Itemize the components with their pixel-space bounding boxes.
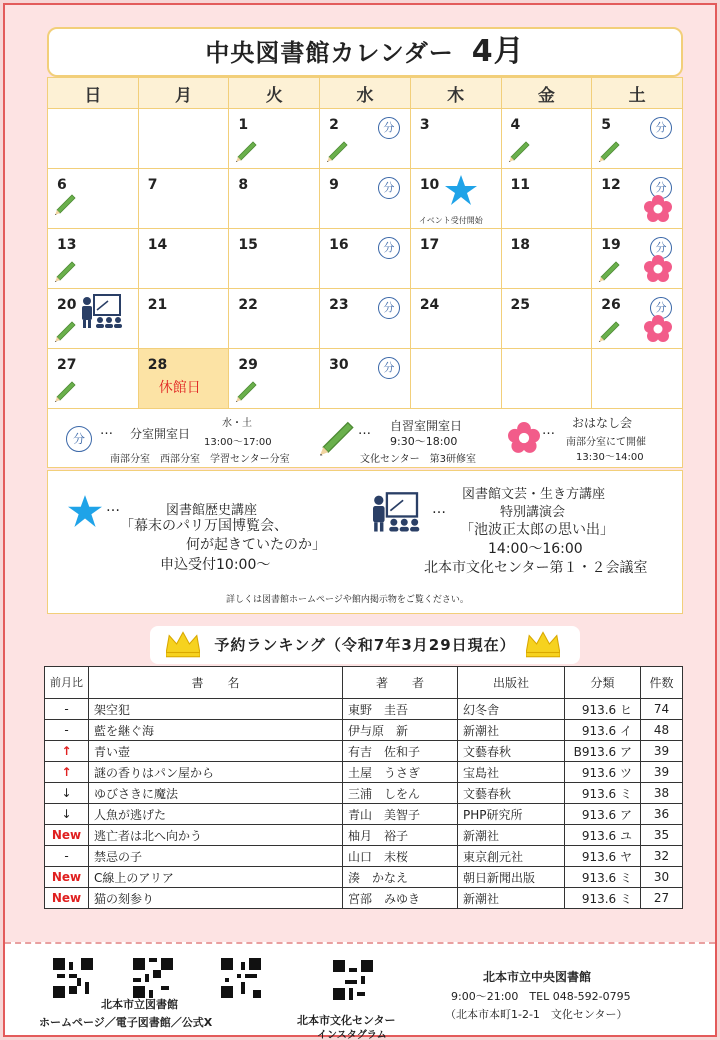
day-number: 26 bbox=[601, 297, 621, 313]
day-number: 20 bbox=[57, 297, 77, 313]
pencil-icon bbox=[55, 261, 77, 283]
prev-mark: New bbox=[45, 825, 89, 846]
book-class: 913.6 ミ bbox=[565, 888, 641, 909]
day-number: 16 bbox=[329, 237, 349, 253]
prev-mark: - bbox=[45, 720, 89, 741]
day-cell bbox=[592, 109, 683, 169]
legend-story-title: おはなし会 bbox=[572, 416, 633, 430]
book-publisher: 新潮社 bbox=[458, 888, 565, 909]
book-class: B913.6 ア bbox=[565, 741, 641, 762]
book-count: 35 bbox=[641, 825, 683, 846]
day-number: 7 bbox=[147, 177, 158, 193]
pencil-icon bbox=[55, 321, 77, 343]
book-count: 38 bbox=[641, 783, 683, 804]
legend-branch-title: 分室開室日 bbox=[130, 427, 191, 441]
day-cell-closed bbox=[138, 349, 229, 409]
day-number: 1 bbox=[238, 117, 249, 133]
ranking-title-text: 予約ランキング（令和7年3月29日現在） bbox=[214, 636, 516, 654]
book-class: 913.6 ヒ bbox=[565, 699, 641, 720]
book-author: 湊 かなえ bbox=[343, 867, 458, 888]
table-row bbox=[45, 825, 683, 846]
branch-open-icon: 分 bbox=[378, 117, 400, 139]
day-cell bbox=[320, 109, 411, 169]
book-count: 39 bbox=[641, 741, 683, 762]
day-number: 28 bbox=[147, 357, 168, 373]
book-count: 48 bbox=[641, 720, 683, 741]
pencil-icon bbox=[599, 321, 621, 343]
day-number: 21 bbox=[147, 297, 168, 313]
day-cell-empty bbox=[48, 109, 139, 169]
book-publisher: 宝島社 bbox=[458, 762, 565, 783]
day-number: 12 bbox=[601, 177, 621, 193]
day-cell-empty bbox=[592, 349, 683, 409]
day-cell bbox=[501, 229, 592, 289]
pencil-icon bbox=[509, 141, 531, 163]
day-number: 10 bbox=[419, 177, 440, 193]
book-title: 猫の刻参り bbox=[89, 888, 343, 909]
branch-open-icon: 分 bbox=[378, 237, 400, 259]
qr-code-e-library[interactable] bbox=[133, 958, 173, 998]
lecture-icon bbox=[78, 293, 124, 331]
day-cell bbox=[229, 169, 320, 229]
legend-study-hours: 9:30～18:00 bbox=[390, 435, 458, 448]
book-title: C線上のアリア bbox=[89, 867, 343, 888]
book-publisher: 新潮社 bbox=[458, 720, 565, 741]
flower-icon bbox=[644, 315, 672, 343]
book-count: 32 bbox=[641, 846, 683, 867]
day-cell bbox=[320, 349, 411, 409]
book-count: 74 bbox=[641, 699, 683, 720]
lecture-sub: 特別講演会 bbox=[500, 505, 566, 520]
crown-icon bbox=[526, 630, 560, 658]
day-cell bbox=[320, 229, 411, 289]
weekday-mon: 月 bbox=[138, 78, 229, 109]
lecture-icon bbox=[368, 491, 422, 535]
day-cell bbox=[592, 289, 683, 349]
legend-dots: … bbox=[542, 423, 555, 438]
weekday-fri: 金 bbox=[501, 78, 592, 109]
day-number: 18 bbox=[510, 237, 530, 253]
pencil-icon bbox=[55, 194, 77, 216]
day-number: 17 bbox=[419, 237, 440, 253]
day-cell bbox=[410, 289, 501, 349]
hours-tel: 9:00～21:00 TEL 048-592-0795 bbox=[451, 990, 631, 1003]
book-author: 東野 圭吾 bbox=[343, 699, 458, 720]
legend-study-place: 文化センター 第3研修室 bbox=[360, 454, 476, 465]
prev-mark: ↑ bbox=[45, 741, 89, 762]
day-cell bbox=[138, 289, 229, 349]
pencil-icon bbox=[327, 141, 349, 163]
prev-mark: ↓ bbox=[45, 804, 89, 825]
table-row bbox=[45, 888, 683, 909]
day-cell bbox=[410, 169, 501, 229]
col-author: 著 者 bbox=[343, 667, 458, 699]
book-author: 土屋 うさぎ bbox=[343, 762, 458, 783]
ranking-table bbox=[44, 666, 683, 909]
lecture-time: 14:00～16:00 bbox=[488, 541, 583, 557]
book-class: 913.6 ミ bbox=[565, 867, 641, 888]
book-class: 913.6 ユ bbox=[565, 825, 641, 846]
day-cell bbox=[229, 349, 320, 409]
qr-code-homepage[interactable] bbox=[53, 958, 93, 998]
flower-icon bbox=[644, 255, 672, 283]
ranking-title bbox=[150, 626, 580, 664]
weekday-tue: 火 bbox=[229, 78, 320, 109]
day-number: 3 bbox=[419, 117, 430, 133]
day-number: 9 bbox=[329, 177, 339, 193]
calendar-month: 4月 bbox=[471, 34, 525, 69]
branch-open-icon: 分 bbox=[650, 177, 672, 199]
lecture-place: 北本市文化センター第１・２会議室 bbox=[424, 560, 648, 576]
day-number: 14 bbox=[147, 237, 168, 253]
book-title: 架空犯 bbox=[89, 699, 343, 720]
book-author: 三浦 しをん bbox=[343, 783, 458, 804]
qr-label-links: ホームページ／電子図書館／公式X bbox=[39, 1016, 213, 1029]
day-number: 11 bbox=[510, 177, 530, 193]
book-publisher: 東京創元社 bbox=[458, 846, 565, 867]
day-number: 24 bbox=[419, 297, 440, 313]
day-cell bbox=[48, 349, 139, 409]
day-number: 6 bbox=[57, 177, 67, 193]
day-cell bbox=[229, 109, 320, 169]
day-cell bbox=[501, 169, 592, 229]
qr-label-instagram: インスタグラム bbox=[317, 1030, 387, 1040]
table-row bbox=[45, 762, 683, 783]
qr-label-culture-center: 北本市文化センター bbox=[297, 1014, 396, 1027]
prev-mark: ↓ bbox=[45, 783, 89, 804]
branch-open-icon: 分 bbox=[66, 426, 92, 452]
day-cell bbox=[320, 289, 411, 349]
book-count: 36 bbox=[641, 804, 683, 825]
history-line2: 何が起きていたのか」 bbox=[186, 537, 326, 553]
prev-mark: New bbox=[45, 867, 89, 888]
prev-mark: ↑ bbox=[45, 762, 89, 783]
weekday-sun: 日 bbox=[48, 78, 139, 109]
day-cell bbox=[592, 229, 683, 289]
col-class: 分類 bbox=[565, 667, 641, 699]
day-cell bbox=[501, 109, 592, 169]
table-row bbox=[45, 699, 683, 720]
table-row bbox=[45, 720, 683, 741]
pencil-icon bbox=[55, 381, 77, 403]
legend-story-hours: 13:30～14:00 bbox=[576, 452, 644, 463]
branch-open-icon: 分 bbox=[650, 117, 672, 139]
book-class: 913.6 ヤ bbox=[565, 846, 641, 867]
book-title: ゆびさきに魔法 bbox=[89, 783, 343, 804]
day-cell bbox=[48, 229, 139, 289]
book-class: 913.6 イ bbox=[565, 720, 641, 741]
book-publisher: 朝日新聞出版 bbox=[458, 867, 565, 888]
weekday-thu: 木 bbox=[410, 78, 501, 109]
day-cell bbox=[592, 169, 683, 229]
day-cell bbox=[48, 169, 139, 229]
day-cell bbox=[138, 229, 229, 289]
lecture-title: 図書館文芸・生き方講座 bbox=[462, 487, 606, 502]
day-cell bbox=[138, 169, 229, 229]
day-cell bbox=[48, 289, 139, 349]
book-title: 青い壺 bbox=[89, 741, 343, 762]
day-cell bbox=[501, 289, 592, 349]
legend-study-title: 自習室開室日 bbox=[390, 419, 463, 433]
prev-mark: New bbox=[45, 888, 89, 909]
weekday-wed: 水 bbox=[320, 78, 411, 109]
book-class: 913.6 ミ bbox=[565, 783, 641, 804]
book-publisher: 文藝春秋 bbox=[458, 783, 565, 804]
day-cell bbox=[229, 229, 320, 289]
pencil-icon bbox=[236, 381, 258, 403]
day-cell bbox=[410, 109, 501, 169]
legend-branch-hours: 13:00～17:00 bbox=[204, 437, 272, 448]
col-publisher: 出版社 bbox=[458, 667, 565, 699]
book-title: 逃亡者は北へ向かう bbox=[89, 825, 343, 846]
book-publisher: PHP研究所 bbox=[458, 804, 565, 825]
col-count: 件数 bbox=[641, 667, 683, 699]
branch-open-icon: 分 bbox=[650, 237, 672, 259]
book-class: 913.6 ツ bbox=[565, 762, 641, 783]
crown-icon bbox=[166, 630, 200, 658]
day-number: 4 bbox=[510, 117, 521, 133]
history-title: 図書館歴史講座 bbox=[166, 503, 258, 518]
table-row bbox=[45, 804, 683, 825]
history-apply: 申込受付10:00～ bbox=[160, 557, 271, 573]
branch-open-icon: 分 bbox=[378, 357, 400, 379]
lecture-name: 「池波正太郎の思い出」 bbox=[460, 522, 614, 538]
address: （北本市本町1-2-1 文化センター） bbox=[445, 1008, 628, 1021]
book-class: 913.6 ア bbox=[565, 804, 641, 825]
qr-code-instagram[interactable] bbox=[333, 960, 373, 1000]
book-title: 謎の香りはパン屋から bbox=[89, 762, 343, 783]
event-dots: … bbox=[106, 499, 120, 515]
day-number: 15 bbox=[238, 237, 258, 253]
legend-branch-days: 水・土 bbox=[222, 418, 252, 429]
book-author: 柚月 裕子 bbox=[343, 825, 458, 846]
book-author: 伊与原 新 bbox=[343, 720, 458, 741]
day-number: 29 bbox=[238, 357, 258, 373]
book-title: 藍を継ぐ海 bbox=[89, 720, 343, 741]
day-cell bbox=[410, 229, 501, 289]
pencil-icon bbox=[320, 421, 356, 457]
flower-icon bbox=[644, 195, 672, 223]
book-count: 27 bbox=[641, 888, 683, 909]
col-title: 書 名 bbox=[89, 667, 343, 699]
day-number: 22 bbox=[238, 297, 258, 313]
calendar-grid bbox=[47, 77, 683, 409]
book-author: 有吉 佐和子 bbox=[343, 741, 458, 762]
table-row bbox=[45, 741, 683, 762]
day-number: 2 bbox=[329, 117, 339, 133]
day-cell bbox=[320, 169, 411, 229]
day-number: 8 bbox=[238, 177, 249, 193]
legend-story-place: 南部分室にて開催 bbox=[566, 437, 646, 448]
star-icon bbox=[68, 495, 102, 527]
book-publisher: 文藝春秋 bbox=[458, 741, 565, 762]
branch-open-icon: 分 bbox=[378, 177, 400, 199]
day-cell-empty bbox=[138, 109, 229, 169]
prev-mark: - bbox=[45, 699, 89, 720]
table-row bbox=[45, 867, 683, 888]
book-author: 宮部 みゆき bbox=[343, 888, 458, 909]
event-note: イベント受付開始 bbox=[418, 216, 483, 225]
day-cell-empty bbox=[410, 349, 501, 409]
day-number: 23 bbox=[329, 297, 349, 313]
book-title: 禁忌の子 bbox=[89, 846, 343, 867]
book-title: 人魚が逃げた bbox=[89, 804, 343, 825]
book-author: 青山 美智子 bbox=[343, 804, 458, 825]
pencil-icon bbox=[599, 261, 621, 283]
calendar-title bbox=[47, 27, 683, 77]
day-cell bbox=[229, 289, 320, 349]
branch-open-icon: 分 bbox=[378, 297, 400, 319]
day-number: 5 bbox=[601, 117, 611, 133]
star-icon bbox=[445, 175, 477, 205]
event-box bbox=[47, 470, 683, 614]
day-number: 30 bbox=[329, 357, 349, 373]
qr-label-library: 北本市立図書館 bbox=[101, 998, 178, 1011]
day-number: 13 bbox=[57, 237, 77, 253]
history-line1: 「幕末のパリ万国博覧会、 bbox=[120, 518, 288, 534]
table-row bbox=[45, 783, 683, 804]
pencil-icon bbox=[236, 141, 258, 163]
day-number: 19 bbox=[601, 237, 621, 253]
details-note: 詳しくは図書館ホームページや館内掲示物をご覧ください。 bbox=[226, 595, 469, 605]
prev-mark: - bbox=[45, 846, 89, 867]
book-count: 30 bbox=[641, 867, 683, 888]
day-cell-empty bbox=[501, 349, 592, 409]
calendar-title-text: 中央図書館カレンダー bbox=[205, 39, 454, 67]
event-dots: … bbox=[432, 501, 446, 517]
legend-dots: … bbox=[358, 423, 371, 438]
branch-open-icon: 分 bbox=[650, 297, 672, 319]
table-row bbox=[45, 846, 683, 867]
org-name: 北本市立中央図書館 bbox=[483, 970, 592, 984]
footer bbox=[5, 942, 715, 1040]
col-prev: 前月比 bbox=[45, 667, 89, 699]
day-number: 25 bbox=[510, 297, 530, 313]
book-count: 39 bbox=[641, 762, 683, 783]
qr-code-official-x[interactable] bbox=[221, 958, 261, 998]
pencil-icon bbox=[599, 141, 621, 163]
legend-branch-places: 南部分室 西部分室 学習センター分室 bbox=[110, 454, 290, 465]
weekday-sat: 土 bbox=[592, 78, 683, 109]
legend-dots: … bbox=[100, 423, 113, 438]
book-publisher: 新潮社 bbox=[458, 825, 565, 846]
legend-box bbox=[47, 408, 683, 468]
book-publisher: 幻冬舎 bbox=[458, 699, 565, 720]
closed-label: 休館日 bbox=[158, 380, 201, 396]
flower-icon bbox=[508, 422, 540, 454]
day-number: 27 bbox=[57, 357, 77, 373]
book-author: 山口 未桜 bbox=[343, 846, 458, 867]
